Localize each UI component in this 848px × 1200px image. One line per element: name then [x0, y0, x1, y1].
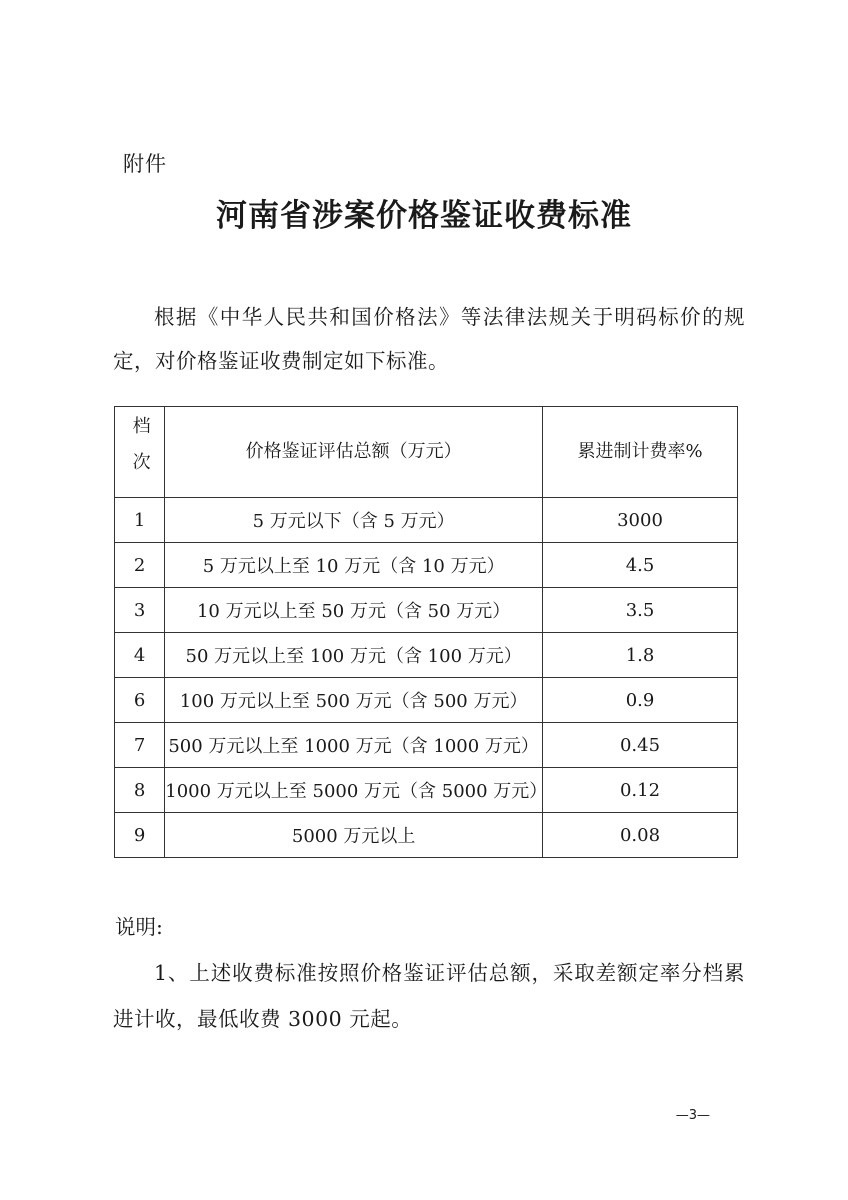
rate-cell: 4.5 [543, 543, 738, 588]
table-row [115, 588, 738, 633]
header-tier: 档次 [115, 407, 165, 498]
rate-cell: 3000 [543, 498, 738, 543]
range-cell: 5 万元以上至 10 万元（含 10 万元） [165, 543, 543, 588]
table-row [115, 633, 738, 678]
attachment-label: 附件 [123, 152, 167, 176]
tier-cell: 3 [115, 588, 165, 633]
header-rate: 累进制计费率% [543, 407, 738, 498]
tier-cell: 9 [115, 813, 165, 858]
table-row [115, 768, 738, 813]
range-cell: 5 万元以下（含 5 万元） [165, 498, 543, 543]
page-number: —3— [675, 1108, 710, 1123]
range-cell: 5000 万元以上 [165, 813, 543, 858]
range-cell: 1000 万元以上至 5000 万元（含 5000 万元） [165, 768, 543, 813]
range-cell: 500 万元以上至 1000 万元（含 1000 万元） [165, 723, 543, 768]
tier-cell: 1 [115, 498, 165, 543]
document-title: 河南省涉案价格鉴证收费标准 [216, 198, 632, 234]
fee-standard-table [114, 406, 738, 858]
tier-cell: 4 [115, 633, 165, 678]
rate-cell: 0.45 [543, 723, 738, 768]
rate-cell: 3.5 [543, 588, 738, 633]
rate-cell: 0.08 [543, 813, 738, 858]
table-header-row [115, 407, 738, 498]
tier-cell: 6 [115, 678, 165, 723]
header-range: 价格鉴证评估总额（万元） [165, 407, 543, 498]
table-row [115, 678, 738, 723]
intro-paragraph: 根据《中华人民共和国价格法》等法律法规关于明码标价的规定，对价格鉴证收费制定如下标准。 [113, 305, 745, 373]
rate-cell: 1.8 [543, 633, 738, 678]
range-cell: 50 万元以上至 100 万元（含 100 万元） [165, 633, 543, 678]
rate-cell: 0.12 [543, 768, 738, 813]
table-row [115, 498, 738, 543]
rate-cell: 0.9 [543, 678, 738, 723]
table-row [115, 543, 738, 588]
table-row [115, 723, 738, 768]
tier-cell: 2 [115, 543, 165, 588]
table-row [115, 813, 738, 858]
range-cell: 100 万元以上至 500 万元（含 500 万元） [165, 678, 543, 723]
notes-heading: 说明: [115, 915, 163, 939]
tier-cell: 7 [115, 723, 165, 768]
note-item: 1、上述收费标准按照价格鉴证评估总额，采取差额定率分档累进计收，最低收费 3000 元起。 [113, 961, 745, 1031]
tier-cell: 8 [115, 768, 165, 813]
range-cell: 10 万元以上至 50 万元（含 50 万元） [165, 588, 543, 633]
